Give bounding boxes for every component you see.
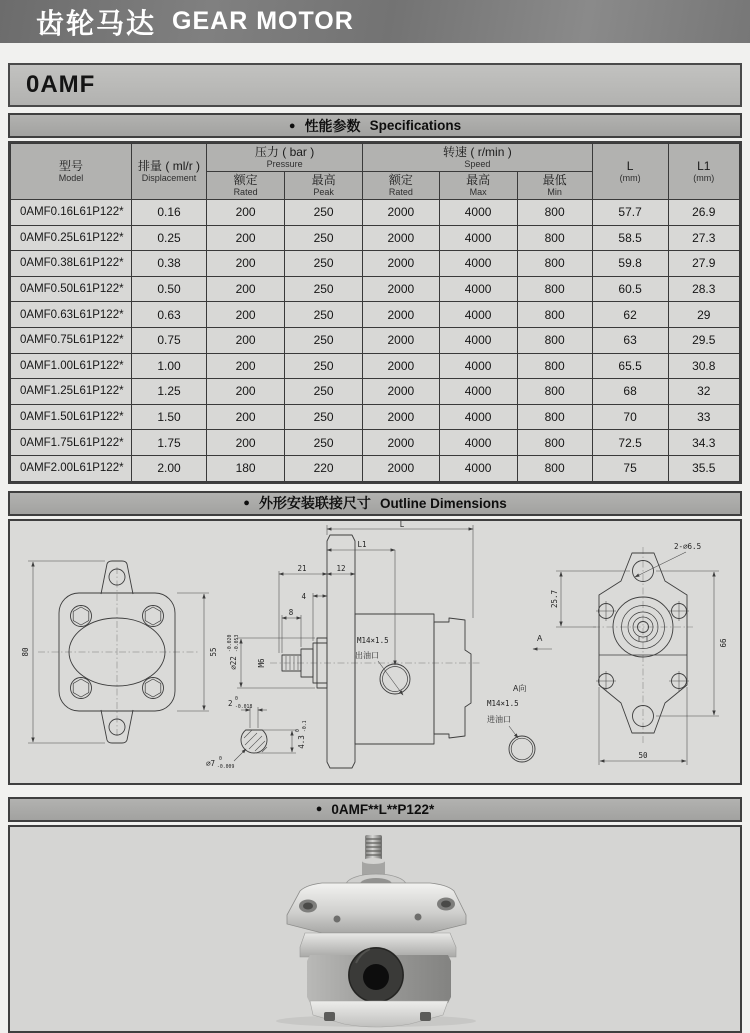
cell-pressure-rated: 200 [207, 225, 285, 251]
cell-L1: 27.3 [668, 225, 740, 251]
spec-table-row [11, 251, 740, 277]
cell-L: 65.5 [592, 353, 668, 379]
cell-displacement: 0.16 [132, 200, 207, 226]
flat-tol-upper: 0 [296, 728, 301, 732]
inlet-thread-label: M14×1.5 [487, 698, 519, 708]
spec-table-box [8, 141, 742, 484]
cell-L1: 26.9 [668, 200, 740, 226]
rear-holes-label: 2-∅6.5 [674, 541, 702, 551]
dim-L1: L1 [357, 539, 367, 549]
cell-displacement: 1.50 [132, 404, 207, 430]
cell-L1: 28.3 [668, 276, 740, 302]
pilot-tol-upper: -0.020 [228, 634, 233, 652]
cell-L: 68 [592, 379, 668, 405]
dim-25-7: 25.7 [550, 589, 559, 608]
spec-table-row [11, 276, 740, 302]
rear-view [550, 542, 728, 765]
cell-pressure-rated: 200 [207, 404, 285, 430]
cell-speed-rated: 2000 [363, 379, 440, 405]
dim-80: 80 [21, 647, 30, 657]
col-header-speed: 转速 ( r/min ) Speed [363, 144, 593, 172]
cell-speed-max: 4000 [439, 302, 517, 328]
spec-table [10, 143, 740, 482]
shaft-dia-label: ∅7 [206, 758, 216, 768]
cell-speed-max: 4000 [439, 225, 517, 251]
col-header-pressure-rated: 额定 Rated [207, 172, 285, 200]
col-header-speed-max: 最高 Max [439, 172, 517, 200]
cell-pressure-rated: 200 [207, 276, 285, 302]
cell-model: 0AMF0.25L61P122* [11, 225, 132, 251]
cell-model: 0AMF1.75L61P122* [11, 430, 132, 456]
cell-pressure-peak: 250 [285, 327, 363, 353]
cell-displacement: 2.00 [132, 455, 207, 481]
cell-model: 0AMF1.50L61P122* [11, 404, 132, 430]
series-name-bar [8, 63, 742, 107]
cell-displacement: 0.25 [132, 225, 207, 251]
motor-body [307, 947, 451, 1003]
cell-pressure-peak: 250 [285, 379, 363, 405]
cell-speed-max: 4000 [439, 353, 517, 379]
banner-title-en: GEAR MOTOR [172, 7, 354, 35]
cell-pressure-rated: 200 [207, 327, 285, 353]
cell-displacement: 0.38 [132, 251, 207, 277]
spec-section-title [8, 113, 742, 138]
cell-pressure-peak: 250 [285, 200, 363, 226]
model-code-title: 0AMF**L**P122* [331, 801, 435, 817]
cell-L1: 27.9 [668, 251, 740, 277]
cell-speed-max: 4000 [439, 200, 517, 226]
pilot-tol-lower: -0.053 [235, 634, 240, 652]
cell-displacement: 0.50 [132, 276, 207, 302]
view-dir-letter: A [537, 633, 543, 643]
outline-drawing [10, 521, 742, 783]
flat-height-label: 4.3 [297, 734, 306, 749]
outlet-port-label: 出油口 [355, 650, 379, 660]
cell-L: 62 [592, 302, 668, 328]
cell-model: 0AMF0.50L61P122* [11, 276, 132, 302]
cell-speed-min: 800 [517, 430, 592, 456]
cell-L1: 29 [668, 302, 740, 328]
spec-table-row [11, 404, 740, 430]
cell-speed-min: 800 [517, 353, 592, 379]
cell-speed-rated: 2000 [363, 353, 440, 379]
cell-displacement: 1.75 [132, 430, 207, 456]
dim-55: 55 [209, 647, 218, 657]
cell-displacement: 1.00 [132, 353, 207, 379]
cell-pressure-rated: 200 [207, 200, 285, 226]
view-a-group [487, 634, 552, 762]
cell-L1: 29.5 [668, 327, 740, 353]
shaft-thread-label: M6 [257, 658, 266, 668]
cell-speed-rated: 2000 [363, 404, 440, 430]
cell-speed-rated: 2000 [363, 302, 440, 328]
cell-pressure-rated: 200 [207, 430, 285, 456]
cell-speed-min: 800 [517, 302, 592, 328]
col-header-pressure-peak: 最高 Peak [285, 172, 363, 200]
cell-pressure-peak: 220 [285, 455, 363, 481]
cell-pressure-rated: 200 [207, 302, 285, 328]
cell-L: 63 [592, 327, 668, 353]
spec-table-row [11, 302, 740, 328]
spec-table-row [11, 455, 740, 481]
cell-displacement: 0.75 [132, 327, 207, 353]
cell-pressure-rated: 200 [207, 251, 285, 277]
cell-speed-max: 4000 [439, 430, 517, 456]
cell-speed-rated: 2000 [363, 225, 440, 251]
cell-model: 0AMF1.25L61P122* [11, 379, 132, 405]
cell-speed-rated: 2000 [363, 251, 440, 277]
cell-L: 59.8 [592, 251, 668, 277]
cell-speed-min: 800 [517, 251, 592, 277]
dim-21: 21 [297, 563, 307, 573]
dim-4: 4 [301, 591, 306, 601]
key-width-tol-lower: -0.018 [235, 704, 253, 710]
cell-speed-rated: 2000 [363, 200, 440, 226]
shaft-section-detail [206, 696, 308, 770]
front-view [21, 561, 218, 743]
col-header-speed-rated: 额定 Rated [363, 172, 440, 200]
spec-table-row [11, 200, 740, 226]
spec-table-row [11, 353, 740, 379]
bullet-icon: ● [288, 119, 296, 132]
col-header-pressure: 压力 ( bar ) Pressure [207, 144, 363, 172]
view-dir-label: A向 [513, 683, 527, 693]
cell-model: 0AMF0.16L61P122* [11, 200, 132, 226]
key-width-tol-upper: 0 [235, 696, 238, 702]
outline-drawing-box [8, 519, 742, 785]
cell-speed-min: 800 [517, 404, 592, 430]
cell-speed-min: 800 [517, 455, 592, 481]
col-header-speed-min: 最低 Min [517, 172, 592, 200]
cell-L1: 35.5 [668, 455, 740, 481]
cell-L: 70 [592, 404, 668, 430]
col-header-model: 型号 Model [11, 144, 132, 200]
cell-displacement: 1.25 [132, 379, 207, 405]
cell-L1: 34.3 [668, 430, 740, 456]
cell-speed-min: 800 [517, 327, 592, 353]
pilot-dia-label: ∅22 [229, 655, 238, 670]
spec-title-cn: 性能参数 [304, 117, 361, 134]
cell-speed-max: 4000 [439, 455, 517, 481]
cell-pressure-peak: 250 [285, 353, 363, 379]
cell-speed-max: 4000 [439, 404, 517, 430]
spec-header-row-1 [11, 144, 740, 172]
dim-12: 12 [336, 563, 346, 573]
col-header-L1: L1 (mm) [668, 144, 740, 200]
page-banner [0, 0, 750, 43]
motor-shaft [362, 835, 385, 877]
spec-table-row [11, 379, 740, 405]
shaft-tol-upper: 0 [219, 756, 222, 762]
cell-pressure-peak: 250 [285, 225, 363, 251]
cell-pressure-rated: 200 [207, 379, 285, 405]
cell-model: 0AMF2.00L61P122* [11, 455, 132, 481]
outline-title-en: Outline Dimensions [379, 495, 507, 511]
cell-L1: 33 [668, 404, 740, 430]
dim-50: 50 [638, 750, 648, 760]
cell-pressure-peak: 250 [285, 430, 363, 456]
cell-speed-min: 800 [517, 276, 592, 302]
cell-pressure-peak: 250 [285, 302, 363, 328]
shaft-tol-lower: -0.009 [217, 764, 235, 770]
rear-bolt-holes [596, 601, 689, 691]
cell-pressure-peak: 250 [285, 404, 363, 430]
bullet-icon: ● [315, 803, 323, 816]
spec-table-body [11, 200, 740, 482]
cell-L1: 30.8 [668, 353, 740, 379]
cell-displacement: 0.63 [132, 302, 207, 328]
col-header-L: L (mm) [592, 144, 668, 200]
spec-title-en: Specifications [369, 118, 462, 133]
cell-speed-max: 4000 [439, 276, 517, 302]
dim-8: 8 [288, 607, 294, 617]
cell-speed-rated: 2000 [363, 276, 440, 302]
cell-L: 72.5 [592, 430, 668, 456]
cell-speed-max: 4000 [439, 327, 517, 353]
cell-L: 58.5 [592, 225, 668, 251]
dim-L: L [399, 520, 405, 529]
series-name: 0AMF [26, 71, 96, 98]
product-photo [10, 827, 742, 1031]
dim-66: 66 [719, 638, 728, 648]
spec-table-row [11, 430, 740, 456]
cell-speed-max: 4000 [439, 379, 517, 405]
cell-L: 57.7 [592, 200, 668, 226]
cell-pressure-rated: 200 [207, 353, 285, 379]
col-header-displacement: 排量 ( ml/r ) Displacement [132, 144, 207, 200]
cell-speed-min: 800 [517, 200, 592, 226]
flat-tol-lower: -0.1 [303, 719, 308, 732]
cell-model: 0AMF0.63L61P122* [11, 302, 132, 328]
model-code-section-title [8, 797, 742, 822]
outline-title-cn: 外形安装联接尺寸 [258, 495, 371, 512]
bullet-icon: ● [243, 497, 250, 510]
cell-pressure-rated: 180 [207, 455, 285, 481]
outline-section-title [8, 491, 742, 516]
cell-model: 0AMF1.00L61P122* [11, 353, 132, 379]
product-photo-box [8, 825, 742, 1033]
spec-table-row [11, 225, 740, 251]
cell-L: 60.5 [592, 276, 668, 302]
cell-model: 0AMF0.38L61P122* [11, 251, 132, 277]
cell-speed-max: 4000 [439, 251, 517, 277]
cell-L: 75 [592, 455, 668, 481]
cell-L1: 32 [668, 379, 740, 405]
outlet-thread-label: M14×1.5 [357, 635, 389, 645]
cell-speed-rated: 2000 [363, 327, 440, 353]
inlet-port-label: 进油口 [487, 714, 511, 724]
spec-table-row [11, 327, 740, 353]
cell-pressure-peak: 250 [285, 251, 363, 277]
key-width-label: 2 [228, 698, 233, 708]
banner-title-cn: 齿轮马达 [36, 7, 157, 39]
cell-speed-min: 800 [517, 379, 592, 405]
cell-model: 0AMF0.75L61P122* [11, 327, 132, 353]
cell-pressure-peak: 250 [285, 276, 363, 302]
cell-speed-rated: 2000 [363, 430, 440, 456]
side-view [206, 521, 552, 770]
motor-flange [287, 874, 466, 933]
cell-speed-min: 800 [517, 225, 592, 251]
cell-speed-rated: 2000 [363, 455, 440, 481]
